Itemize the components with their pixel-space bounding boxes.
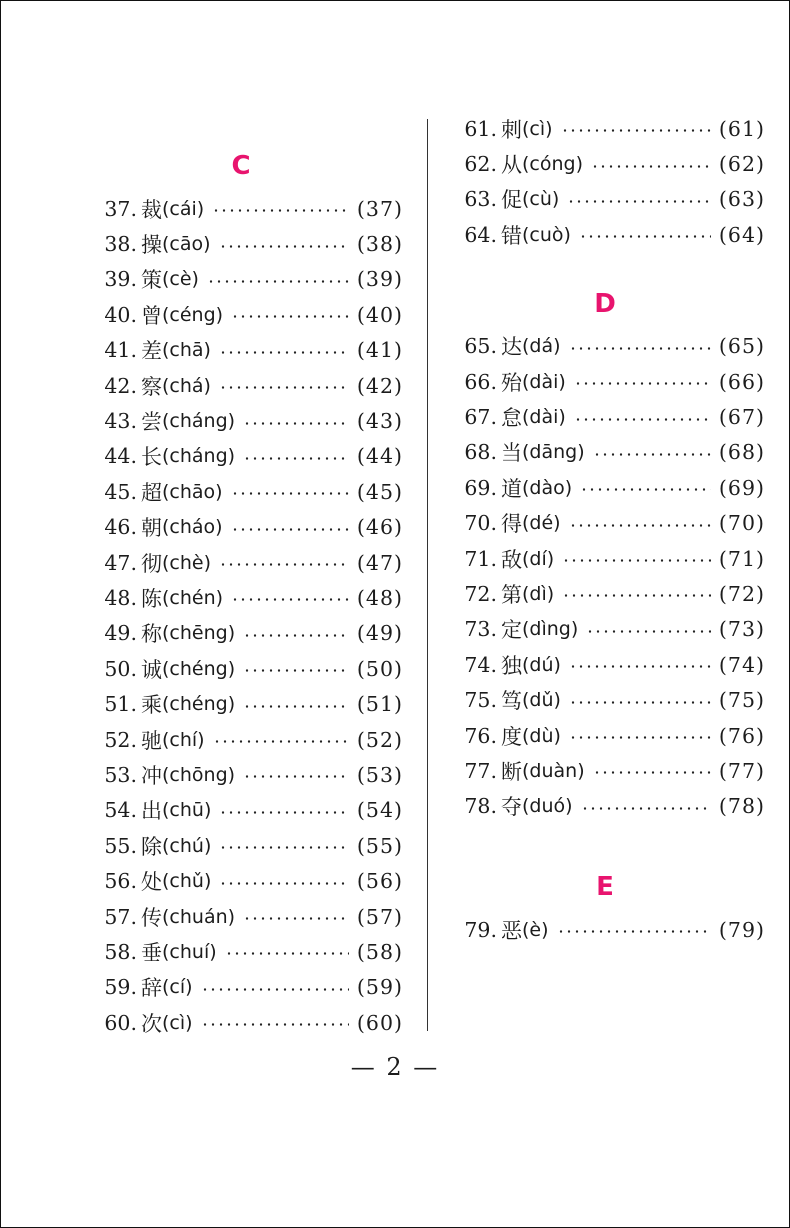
- leader-dots: [581, 807, 711, 810]
- entry-pinyin: (chá): [162, 374, 211, 397]
- entry-pinyin: (dú): [522, 653, 561, 676]
- entry-pinyin: (cái): [162, 197, 205, 220]
- leader-dots: [243, 775, 349, 778]
- entry-number: 69.: [464, 475, 497, 500]
- entry-page-ref: (67): [718, 405, 765, 430]
- entry-pinyin: (duàn): [522, 759, 585, 782]
- entry-page-ref: (50): [356, 656, 403, 681]
- entry-pinyin: (chā): [162, 339, 211, 362]
- leader-dots: [574, 382, 711, 385]
- entry-page-ref: (61): [718, 116, 765, 141]
- entry-number: 74.: [464, 652, 497, 677]
- entry-page-ref: (75): [718, 688, 765, 713]
- entry-character: 差: [141, 339, 162, 364]
- entry-page-ref: (46): [356, 515, 403, 540]
- index-entry: [85, 722, 403, 757]
- index-entry: [85, 899, 403, 934]
- entry-character: 曾: [141, 303, 162, 328]
- entry-pinyin: (cù): [522, 188, 560, 211]
- leader-dots: [213, 740, 349, 743]
- index-entry: [445, 146, 765, 181]
- index-entry: [85, 226, 403, 261]
- index-entry: [85, 510, 403, 545]
- entry-pinyin: (duó): [522, 795, 573, 818]
- index-entry: [445, 718, 765, 753]
- entry-pinyin: (dá): [522, 335, 561, 358]
- entry-pinyin: (dǔ): [522, 689, 561, 712]
- entry-page-ref: (52): [356, 727, 403, 752]
- entry-number: 58.: [104, 939, 137, 964]
- entry-page-ref: (74): [718, 652, 765, 677]
- entry-character: 操: [141, 233, 162, 258]
- entry-number: 53.: [104, 762, 137, 787]
- entry-character: 诚: [141, 657, 162, 682]
- entry-character: 冲: [141, 763, 162, 788]
- entry-pinyin: (chāo): [162, 480, 223, 503]
- entry-character: 度: [501, 724, 522, 749]
- entry-character: 第: [501, 582, 522, 607]
- entry-number: 39.: [104, 267, 137, 292]
- leader-dots: [579, 235, 711, 238]
- index-entry: [445, 612, 765, 647]
- entry-page-ref: (53): [356, 762, 403, 787]
- entry-number: 52.: [104, 727, 137, 752]
- entry-pinyin: (céng): [162, 303, 224, 326]
- entry-character: 垂: [141, 940, 162, 965]
- entry-pinyin: (dào): [522, 476, 573, 499]
- entry-character: 察: [141, 374, 162, 399]
- entry-list-e: [445, 912, 765, 947]
- entry-character: 长: [141, 445, 162, 470]
- leader-dots: [225, 952, 349, 955]
- leader-dots: [231, 315, 349, 318]
- index-entry: [445, 111, 765, 146]
- index-entry: [445, 329, 765, 364]
- index-entry: [85, 333, 403, 368]
- entry-character: 敌: [501, 547, 522, 572]
- entry-pinyin: (chǔ): [162, 870, 212, 893]
- entry-number: 49.: [104, 621, 137, 646]
- entry-number: 43.: [104, 409, 137, 434]
- entry-page-ref: (60): [356, 1010, 403, 1035]
- entry-pinyin: (dài): [522, 406, 566, 429]
- entry-list-c-continued: [445, 111, 765, 253]
- entry-pinyin: (cè): [162, 268, 199, 291]
- entry-number: 38.: [104, 232, 137, 257]
- entry-pinyin: (cháng): [162, 445, 236, 468]
- entry-pinyin: (chú): [162, 834, 212, 857]
- leader-dots: [243, 634, 349, 637]
- entry-character: 笃: [501, 689, 522, 714]
- index-entry: [85, 934, 403, 969]
- entry-number: 73.: [464, 617, 497, 642]
- entry-pinyin: (cháo): [162, 516, 223, 539]
- entry-number: 61.: [464, 116, 497, 141]
- leader-dots: [569, 701, 711, 704]
- entry-number: 59.: [104, 975, 137, 1000]
- entry-number: 45.: [104, 479, 137, 504]
- index-entry: [445, 753, 765, 788]
- leader-dots: [201, 1023, 349, 1026]
- entry-character: 错: [501, 223, 522, 248]
- leader-dots: [231, 492, 349, 495]
- entry-page-ref: (42): [356, 373, 403, 398]
- leader-dots: [567, 200, 711, 203]
- entry-page-ref: (62): [718, 152, 765, 177]
- index-entry: [445, 217, 765, 252]
- entry-pinyin: (cì): [522, 117, 553, 140]
- index-entry: [445, 399, 765, 434]
- leader-dots: [569, 736, 711, 739]
- entry-page-ref: (45): [356, 479, 403, 504]
- entry-character: 尝: [141, 410, 162, 435]
- leader-dots: [243, 669, 349, 672]
- entry-character: 次: [141, 1011, 162, 1036]
- entry-page-ref: (55): [356, 833, 403, 858]
- entry-character: 恶: [501, 918, 522, 943]
- entry-character: 促: [501, 188, 522, 213]
- entry-character: 辞: [141, 976, 162, 1001]
- entry-pinyin: (chéng): [162, 657, 236, 680]
- entry-pinyin: (chén): [162, 586, 224, 609]
- entry-page-ref: (65): [718, 334, 765, 359]
- entry-page-ref: (43): [356, 409, 403, 434]
- index-entry: [445, 182, 765, 217]
- entry-page-ref: (44): [356, 444, 403, 469]
- index-entry: [85, 863, 403, 898]
- leader-dots: [593, 453, 711, 456]
- entry-pinyin: (cí): [162, 976, 193, 999]
- leader-dots: [243, 705, 349, 708]
- leader-dots: [207, 280, 349, 283]
- entry-character: 独: [501, 653, 522, 678]
- entry-pinyin: (chēng): [162, 622, 236, 645]
- leader-dots: [557, 930, 711, 933]
- entry-page-ref: (73): [718, 617, 765, 642]
- entry-page-ref: (54): [356, 798, 403, 823]
- entry-pinyin: (dì): [522, 582, 555, 605]
- entry-character: 道: [501, 476, 522, 501]
- index-entry: [85, 828, 403, 863]
- leader-dots: [586, 630, 711, 633]
- entry-character: 怠: [501, 406, 522, 431]
- right-column: [445, 111, 765, 947]
- entry-number: 71.: [464, 546, 497, 571]
- entry-page-ref: (40): [356, 302, 403, 327]
- section-gap: [445, 824, 765, 862]
- entry-page-ref: (59): [356, 975, 403, 1000]
- leader-dots: [561, 129, 711, 132]
- index-entry: [85, 403, 403, 438]
- index-entry: [445, 364, 765, 399]
- leader-dots: [243, 422, 349, 425]
- entry-character: 夺: [501, 795, 522, 820]
- index-entry: [445, 647, 765, 682]
- entry-number: 46.: [104, 515, 137, 540]
- entry-pinyin: (dí): [522, 547, 555, 570]
- entry-number: 77.: [464, 758, 497, 783]
- entry-number: 60.: [104, 1010, 137, 1035]
- entry-number: 72.: [464, 581, 497, 606]
- leader-dots: [219, 386, 349, 389]
- entry-pinyin: (è): [522, 918, 549, 941]
- section-letter-d: D: [594, 288, 616, 319]
- entry-character: 朝: [141, 516, 162, 541]
- entry-character: 出: [141, 799, 162, 824]
- leader-dots: [219, 846, 349, 849]
- index-entry: [445, 912, 765, 947]
- entry-number: 54.: [104, 798, 137, 823]
- entry-character: 从: [501, 153, 522, 178]
- entry-page-ref: (70): [718, 511, 765, 536]
- entry-character: 驰: [141, 728, 162, 753]
- section-gap: [445, 253, 765, 279]
- index-entry: [445, 470, 765, 505]
- index-entry: [445, 576, 765, 611]
- entry-character: 彻: [141, 551, 162, 576]
- entry-character: 策: [141, 268, 162, 293]
- entry-number: 67.: [464, 405, 497, 430]
- index-entry: [445, 789, 765, 824]
- entry-number: 44.: [104, 444, 137, 469]
- leader-dots: [201, 988, 349, 991]
- entry-page-ref: (37): [356, 196, 403, 221]
- leader-dots: [212, 209, 349, 212]
- entry-number: 62.: [464, 152, 497, 177]
- entry-character: 当: [501, 441, 522, 466]
- entry-pinyin: (dé): [522, 512, 561, 535]
- index-entry: [85, 368, 403, 403]
- entry-page-ref: (68): [718, 440, 765, 465]
- entry-page-ref: (69): [718, 475, 765, 500]
- leader-dots: [219, 811, 349, 814]
- leader-dots: [569, 347, 711, 350]
- entry-pinyin: (dù): [522, 724, 561, 747]
- entry-pinyin: (chū): [162, 799, 212, 822]
- leader-dots: [591, 165, 711, 168]
- index-entry: [85, 686, 403, 721]
- entry-pinyin: (cóng): [522, 153, 583, 176]
- index-entry: [445, 435, 765, 470]
- entry-page-ref: (51): [356, 692, 403, 717]
- entry-page-ref: (58): [356, 939, 403, 964]
- entry-character: 定: [501, 618, 522, 643]
- index-entry: [85, 297, 403, 332]
- index-entry: [85, 580, 403, 615]
- entry-number: 65.: [464, 334, 497, 359]
- entry-pinyin: (cháng): [162, 410, 236, 433]
- index-entry: [85, 545, 403, 580]
- entry-number: 70.: [464, 511, 497, 536]
- entry-number: 48.: [104, 585, 137, 610]
- entry-character: 刺: [501, 117, 522, 142]
- entry-number: 50.: [104, 656, 137, 681]
- entry-page-ref: (41): [356, 338, 403, 363]
- entry-page-ref: (72): [718, 581, 765, 606]
- entry-page-ref: (38): [356, 232, 403, 257]
- entry-pinyin: (cuò): [522, 223, 571, 246]
- entry-character: 陈: [141, 586, 162, 611]
- entry-page-ref: (64): [718, 222, 765, 247]
- leader-dots: [243, 457, 349, 460]
- entry-page-ref: (77): [718, 758, 765, 783]
- entry-page-ref: (71): [718, 546, 765, 571]
- index-entry: [445, 541, 765, 576]
- entry-pinyin: (dāng): [522, 441, 585, 464]
- entry-page-ref: (39): [356, 267, 403, 292]
- entry-character: 裁: [141, 197, 162, 222]
- index-entry: [85, 616, 403, 651]
- entry-number: 63.: [464, 187, 497, 212]
- entry-page-ref: (79): [718, 917, 765, 942]
- entry-character: 处: [141, 870, 162, 895]
- entry-number: 42.: [104, 373, 137, 398]
- entry-page-ref: (57): [356, 904, 403, 929]
- column-divider: [427, 119, 428, 1031]
- entry-character: 达: [501, 335, 522, 360]
- entry-number: 79.: [464, 917, 497, 942]
- entry-page-ref: (47): [356, 550, 403, 575]
- entry-character: 乘: [141, 693, 162, 718]
- entry-pinyin: (chōng): [162, 763, 236, 786]
- entry-number: 76.: [464, 723, 497, 748]
- entry-pinyin: (chuán): [162, 905, 236, 928]
- entry-number: 56.: [104, 869, 137, 894]
- entry-page-ref: (76): [718, 723, 765, 748]
- entry-number: 41.: [104, 338, 137, 363]
- entry-number: 66.: [464, 369, 497, 394]
- entry-character: 殆: [501, 370, 522, 395]
- entry-character: 超: [141, 480, 162, 505]
- entry-page-ref: (66): [718, 369, 765, 394]
- index-entry: [85, 439, 403, 474]
- entry-number: 40.: [104, 302, 137, 327]
- index-entry: [445, 682, 765, 717]
- entry-character: 得: [501, 512, 522, 537]
- index-entry: [445, 506, 765, 541]
- leader-dots: [574, 418, 711, 421]
- entry-pinyin: (cì): [162, 1011, 193, 1034]
- entry-pinyin: (cāo): [162, 233, 211, 256]
- entry-number: 37.: [104, 196, 137, 221]
- entry-number: 51.: [104, 692, 137, 717]
- entry-list-d: [445, 329, 765, 824]
- leader-dots: [580, 488, 711, 491]
- entry-page-ref: (78): [718, 794, 765, 819]
- entry-pinyin: (chí): [162, 728, 205, 751]
- entry-number: 55.: [104, 833, 137, 858]
- leader-dots: [231, 528, 349, 531]
- entry-number: 64.: [464, 222, 497, 247]
- index-entry: [85, 793, 403, 828]
- section-letter-c: C: [231, 151, 251, 181]
- entry-page-ref: (48): [356, 585, 403, 610]
- entry-pinyin: (chéng): [162, 693, 236, 716]
- entry-page-ref: (63): [718, 187, 765, 212]
- entry-list-c: [85, 191, 403, 1040]
- index-entry: [85, 474, 403, 509]
- entry-number: 57.: [104, 904, 137, 929]
- leader-dots: [219, 882, 349, 885]
- entry-character: 称: [141, 622, 162, 647]
- entry-character: 断: [501, 759, 522, 784]
- entry-page-ref: (49): [356, 621, 403, 646]
- index-entry: [85, 970, 403, 1005]
- index-entry: [85, 757, 403, 792]
- leader-dots: [231, 598, 349, 601]
- entry-number: 47.: [104, 550, 137, 575]
- leader-dots: [562, 594, 711, 597]
- leader-dots: [219, 351, 349, 354]
- index-entry: [85, 191, 403, 226]
- entry-number: 75.: [464, 688, 497, 713]
- leader-dots: [219, 563, 349, 566]
- page-number: — 2 —: [350, 1053, 440, 1081]
- leader-dots: [569, 524, 711, 527]
- index-entry: [85, 1005, 403, 1040]
- index-entry: [85, 262, 403, 297]
- entry-number: 78.: [464, 794, 497, 819]
- entry-pinyin: (dài): [522, 370, 566, 393]
- entry-character: 除: [141, 834, 162, 859]
- leader-dots: [219, 245, 349, 248]
- entry-pinyin: (chè): [162, 551, 212, 574]
- entry-page-ref: (56): [356, 869, 403, 894]
- entry-pinyin: (dìng): [522, 618, 579, 641]
- entry-pinyin: (chuí): [162, 940, 217, 963]
- entry-number: 68.: [464, 440, 497, 465]
- index-entry: [85, 651, 403, 686]
- left-column: [85, 141, 403, 1040]
- leader-dots: [243, 917, 349, 920]
- leader-dots: [562, 559, 711, 562]
- leader-dots: [569, 665, 711, 668]
- entry-character: 传: [141, 905, 162, 930]
- section-letter-e: E: [596, 872, 614, 903]
- leader-dots: [593, 771, 711, 774]
